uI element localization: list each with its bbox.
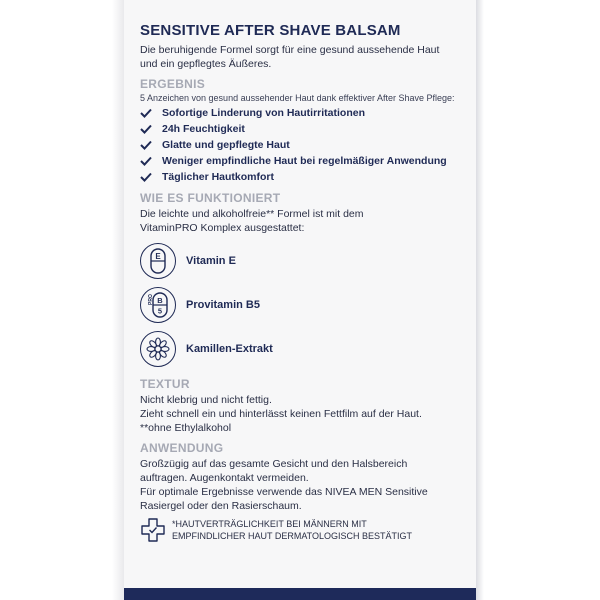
benefit-label: Weniger empfindliche Haut bei regelmäßiger Anwendung bbox=[162, 155, 447, 167]
check-icon bbox=[140, 108, 154, 118]
chamomile-flower-icon bbox=[140, 331, 176, 367]
ingredient-item bbox=[140, 239, 470, 283]
check-icon bbox=[140, 124, 154, 134]
vitamin-e-capsule-icon bbox=[140, 243, 176, 279]
ergebnis-subtitle: 5 Anzeichen von gesund aussehender Haut dank effektiver After Shave Pflege: bbox=[140, 93, 455, 103]
benefit-item bbox=[140, 169, 470, 185]
funktion-line: VitaminPRO Komplex ausgestattet: bbox=[140, 222, 305, 234]
ergebnis-heading: ERGEBNIS bbox=[140, 77, 206, 91]
package-right-edge bbox=[476, 0, 484, 600]
benefit-item bbox=[140, 105, 470, 121]
ingredient-list bbox=[140, 239, 470, 371]
ingredient-label: Kamillen-Extrakt bbox=[186, 343, 273, 355]
benefit-item bbox=[140, 153, 470, 169]
ingredient-item bbox=[140, 327, 470, 371]
funktion-line: Die leichte und alkoholfreie** Formel ist mit dem bbox=[140, 208, 364, 220]
benefit-item bbox=[140, 137, 470, 153]
ingredient-item bbox=[140, 283, 470, 327]
check-icon bbox=[140, 172, 154, 182]
dermatology-line: EMPFINDLICHER HAUT DERMATOLOGISCH BESTÄTIGT bbox=[172, 531, 413, 541]
ingredient-label: Provitamin B5 bbox=[186, 299, 260, 311]
product-title: SENSITIVE AFTER SHAVE BALSAM bbox=[140, 22, 401, 39]
benefit-item bbox=[140, 121, 470, 137]
anwendung-heading: ANWENDUNG bbox=[140, 441, 224, 455]
vitamin-e-glyph: E bbox=[155, 252, 161, 261]
benefit-label: Glatte und gepflegte Haut bbox=[162, 139, 290, 151]
anwendung-line: Rasiergel oder den Rasierschaum. bbox=[140, 500, 302, 512]
check-icon bbox=[140, 156, 154, 166]
textur-line: Nicht klebrig und nicht fettig. bbox=[140, 394, 272, 406]
benefit-label: Täglicher Hautkomfort bbox=[162, 171, 275, 183]
textur-heading: TEXTUR bbox=[140, 377, 190, 391]
anwendung-line: Großzügig auf das gesamte Gesicht und den Halsbereich bbox=[140, 458, 408, 470]
textur-line: Zieht schnell ein und hinterlässt keinen Fettfilm auf der Haut. bbox=[140, 408, 422, 420]
provitamin-b-glyph: B bbox=[157, 296, 163, 305]
dermatology-line: *HAUTVERTRÄGLICHKEIT BEI MÄNNERN MIT bbox=[172, 519, 367, 529]
check-icon bbox=[140, 140, 154, 150]
funktion-heading: WIE ES FUNKTIONIERT bbox=[140, 191, 281, 205]
anwendung-line: auftragen. Augenkontakt vermeiden. bbox=[140, 472, 309, 484]
provitamin-b5-capsule-icon bbox=[140, 287, 176, 323]
dermatology-note bbox=[140, 517, 470, 543]
package-text bbox=[140, 22, 470, 543]
package-left-edge bbox=[112, 0, 124, 600]
benefit-list bbox=[140, 105, 470, 185]
provitamin-pro-glyph: PRO bbox=[148, 294, 154, 305]
intro-line: Die beruhigende Formel sorgt für eine gesund aussehende Haut bbox=[140, 44, 440, 56]
package-bottom-stripe bbox=[124, 588, 476, 600]
provitamin-5-glyph: 5 bbox=[157, 306, 163, 316]
intro-line: und ein gepflegtes Äußeres. bbox=[140, 58, 272, 70]
benefit-label: Sofortige Linderung von Hautirritationen bbox=[162, 107, 365, 119]
dermatology-cross-icon bbox=[140, 517, 166, 543]
ingredient-label: Vitamin E bbox=[186, 255, 236, 267]
benefit-label: 24h Feuchtigkeit bbox=[162, 123, 245, 135]
anwendung-line: Für optimale Ergebnisse verwende das NIVEA MEN Sensitive bbox=[140, 486, 428, 498]
textur-footnote: **ohne Ethylalkohol bbox=[140, 422, 232, 434]
